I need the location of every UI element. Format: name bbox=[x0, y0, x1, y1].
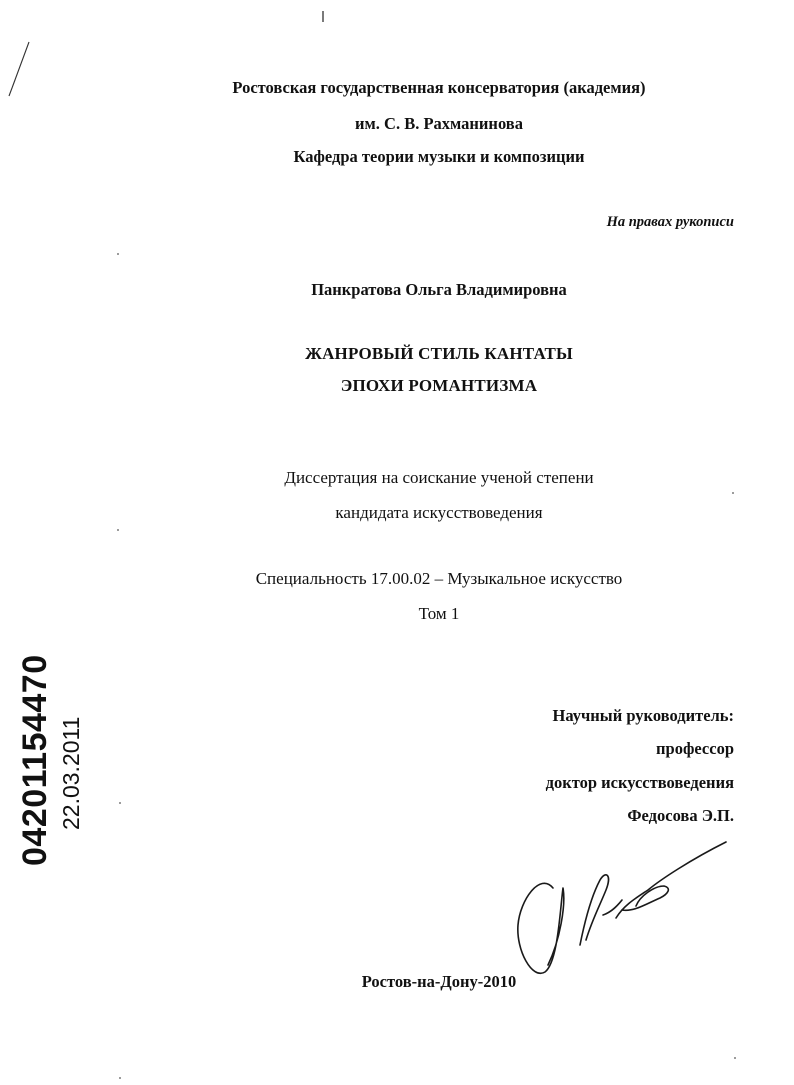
institution-line-2: им. С. В. Рахманинова bbox=[355, 114, 523, 133]
speck bbox=[732, 492, 734, 494]
signature bbox=[518, 842, 726, 973]
speck bbox=[117, 253, 119, 255]
dissertation-line-2: кандидата искусствоведения bbox=[335, 503, 543, 522]
department-name: Кафедра теории музыки и композиции bbox=[293, 147, 585, 166]
library-stamp-date: 22.03.2011 bbox=[58, 716, 84, 830]
dissertation-line-1: Диссертация на соискание ученой степени bbox=[284, 468, 594, 487]
speck bbox=[117, 529, 119, 531]
author-name: Панкратова Ольга Владимировна bbox=[311, 280, 567, 299]
title-line-1: ЖАНРОВЫЙ СТИЛЬ КАНТАТЫ bbox=[305, 344, 573, 363]
margin-pen-stroke bbox=[9, 42, 29, 96]
speck bbox=[119, 802, 121, 804]
supervisor-heading: Научный руководитель: bbox=[552, 706, 734, 725]
supervisor-name: Федосова Э.П. bbox=[627, 806, 734, 825]
speck bbox=[119, 1077, 121, 1079]
supervisor-degree: доктор искусствоведения bbox=[545, 773, 734, 792]
library-stamp-number: 04201154470 bbox=[16, 654, 54, 866]
supervisor-rank: профессор bbox=[656, 739, 734, 758]
specialty: Специальность 17.00.02 – Музыкальное искусство bbox=[255, 569, 623, 588]
title-line-2: ЭПОХИ РОМАНТИЗМА bbox=[340, 376, 538, 395]
volume-number: Том 1 bbox=[418, 604, 460, 623]
institution-line-1: Ростовская государственная консерватория (академия) bbox=[232, 78, 646, 97]
speck bbox=[734, 1057, 736, 1059]
rights-note: На правах рукописи bbox=[606, 214, 734, 230]
city-year: Ростов-на-Дону-2010 bbox=[361, 972, 517, 991]
